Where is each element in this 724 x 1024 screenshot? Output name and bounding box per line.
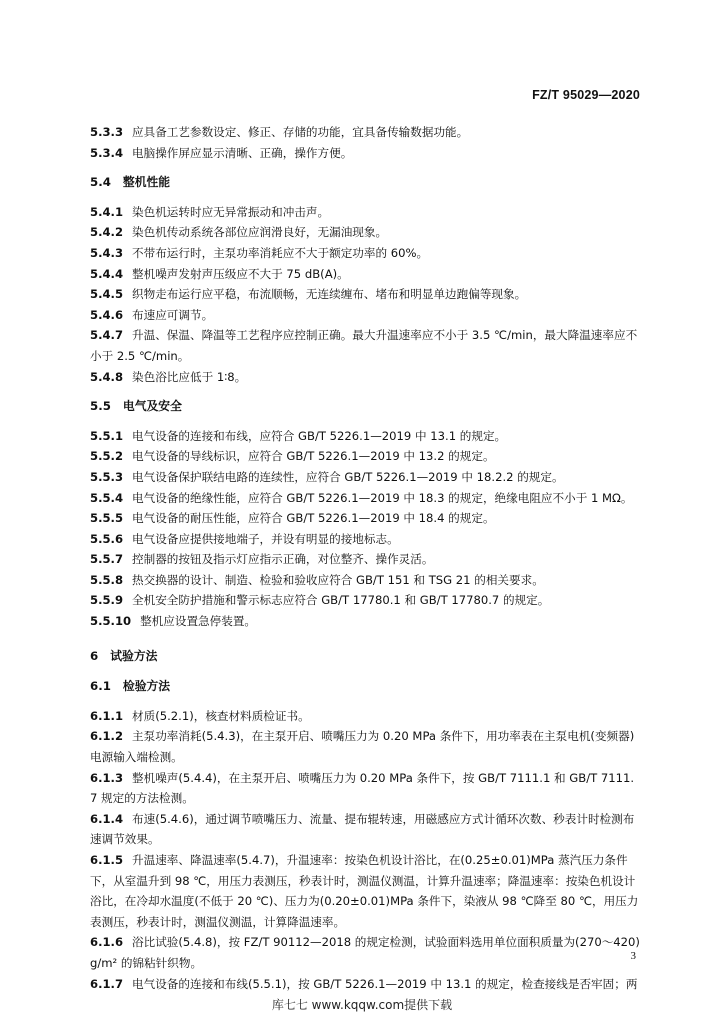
clause-number: 5.4.8	[90, 369, 124, 384]
clause-number: 5.4.1	[90, 204, 124, 219]
clause-text: 布速应可调节。	[132, 307, 214, 322]
clause-paragraph	[90, 590, 640, 611]
clause-number: 5.3.3	[90, 125, 124, 139]
section-heading	[90, 396, 640, 417]
clause-paragraph	[90, 570, 640, 591]
clause-number: 5.5.1	[90, 428, 124, 443]
clause-paragraph	[90, 367, 640, 388]
clause-text: 热交换器的设计、制造、检验和验收应符合 GB/T 151 和 TSG 21 的相关要求。	[132, 572, 544, 587]
clause-text: 电气设备的连接和布线，应符合 GB/T 5226.1—2019 中 13.1 的规定。	[132, 428, 507, 443]
clause-number: 5.5.4	[90, 490, 124, 505]
clause-number: 6.1.3	[90, 770, 124, 785]
clause-number: 5.5.7	[90, 552, 124, 567]
clause-text: 布速(5.4.6)，通过调节喷嘴压力、流量、提布辊转速，用磁感应方式计循环次数、秒表计时检测布速调节效果。	[90, 811, 635, 847]
clause-number: 5.5.9	[90, 593, 124, 608]
clause-text: 检验方法	[122, 679, 171, 694]
clause-text: 染色浴比应低于 1∶8。	[132, 369, 247, 384]
clause-number: 6.1.1	[90, 708, 124, 723]
clause-number: 5.3.4	[90, 145, 124, 160]
clause-number: 5.5.8	[90, 572, 124, 587]
clause-paragraph	[90, 488, 640, 509]
clause-text: 整机噪声发射声压级应不大于 75 dB(A)。	[132, 266, 349, 281]
clause-number: 5.5.5	[90, 511, 124, 526]
clause-text: 全机安全防护措施和警示标志应符合 GB/T 17780.1 和 GB/T 17780.7 的规定。	[132, 593, 550, 608]
clause-number: 5.5.6	[90, 531, 124, 546]
clause-paragraph	[90, 611, 640, 632]
clause-paragraph	[90, 446, 640, 467]
clause-paragraph	[90, 508, 640, 529]
section-heading	[90, 676, 640, 697]
clause-text: 电气设备的导线标识，应符合 GB/T 5226.1—2019 中 13.2 的规定。	[132, 449, 495, 464]
chapter-heading	[90, 646, 640, 667]
clause-text: 不带布运行时，主泵功率消耗应不大于额定功率的 60%。	[132, 245, 429, 260]
clause-text: 试验方法	[110, 648, 158, 663]
clause-paragraph	[90, 305, 640, 326]
clause-number: 6.1.7	[90, 976, 124, 991]
clause-text: 应具备工艺参数设定、修正、存储的功能，宜具备传输数据功能。	[132, 125, 469, 139]
clause-paragraph	[90, 932, 640, 973]
clause-paragraph	[90, 202, 640, 223]
clause-number: 6	[90, 648, 99, 663]
clause-number: 5.4.4	[90, 266, 124, 281]
clause-number: 6.1.4	[90, 811, 124, 826]
download-footer: 库七七 www.kqqw.com提供下载	[271, 998, 453, 1012]
clause-text: 材质(5.2.1)，核查材料质检证书。	[132, 708, 310, 723]
clause-paragraph	[90, 122, 640, 143]
clause-text: 织物走布运行应平稳，布流顺畅，无连续缠布、堵布和明显单边跑偏等现象。	[132, 287, 527, 302]
clause-number: 5.5.10	[90, 614, 132, 629]
clause-text: 主泵功率消耗(5.4.3)，在主泵开启、喷嘴压力为 0.20 MPa 条件下，用功率表在主泵电机(变频器)电源输入端检测。	[90, 729, 635, 765]
clause-paragraph	[90, 222, 640, 243]
clause-number: 6.1.2	[90, 729, 124, 744]
clause-number: 5.5.2	[90, 449, 124, 464]
clause-text: 浴比试验(5.4.8)，按 FZ/T 90112—2018 的规定检测，试验面料选用单位面积质量为(270～420)g/m² 的锦粘针织物。	[90, 935, 640, 970]
clause-number: 5.5	[90, 399, 111, 414]
clause-number: 6.1.6	[90, 935, 124, 950]
clause-number: 5.4	[90, 175, 111, 190]
clause-paragraph	[90, 850, 640, 932]
clause-paragraph	[90, 809, 640, 850]
clause-paragraph	[90, 264, 640, 285]
clause-paragraph	[90, 325, 640, 366]
clause-paragraph	[90, 467, 640, 488]
clause-paragraph	[90, 426, 640, 447]
clause-text: 电气设备的绝缘性能，应符合 GB/T 5226.1—2019 中 18.3 的规定，绝缘电阻应不小于 1 MΩ。	[132, 490, 633, 505]
clause-paragraph	[90, 726, 640, 767]
document-body	[90, 122, 640, 994]
clause-text: 电气设备的连接和布线(5.5.1)，按 GB/T 5226.1—2019 中 13.1 的规定，检查接线是否牢固；两	[132, 976, 638, 991]
clause-paragraph	[90, 529, 640, 550]
clause-number: 5.4.2	[90, 225, 124, 240]
clause-text: 电脑操作屏应显示清晰、正确，操作方便。	[132, 145, 353, 160]
clause-paragraph	[90, 284, 640, 305]
clause-text: 升温速率、降温速率(5.4.7)，升温速率：按染色机设计浴比，在(0.25±0.01)MPa 蒸汽压力条件下，从室温升到 98 ℃，用压力表测压，秒表计时，测温仪测温，计算升温速率；降温速率：按染色机设计浴比，在冷却水温度(不低于 20 ℃)、压力为(0.20±0.01)MPa 条件下，染液从 98 ℃降至 80 ℃，用压力表测压，秒表计时，测温仪测温，计算降温速率。	[90, 853, 639, 929]
clause-text: 升温、保温、降温等工艺程序应控制正确。最大升温速率应不小于 3.5 ℃/min，最大降温速率应不小于 2.5 ℃/min。	[90, 328, 638, 363]
document-code: FZ/T 95029—2020	[532, 88, 640, 102]
clause-paragraph	[90, 549, 640, 570]
clause-number: 5.4.5	[90, 287, 124, 302]
clause-number: 6.1	[90, 679, 111, 694]
clause-number: 5.4.3	[90, 245, 124, 260]
clause-number: 5.4.7	[90, 328, 124, 343]
clause-text: 电气设备的耐压性能，应符合 GB/T 5226.1—2019 中 18.4 的规定。	[132, 511, 495, 526]
clause-text: 电气设备保护联结电路的连续性，应符合 GB/T 5226.1—2019 中 18.2.2 的规定。	[132, 469, 564, 484]
clause-paragraph	[90, 243, 640, 264]
clause-paragraph	[90, 768, 640, 809]
clause-text: 电气设备应提供接地端子，并设有明显的接地标志。	[132, 531, 399, 546]
page-number: 3	[630, 950, 636, 962]
clause-number: 5.4.6	[90, 307, 124, 322]
clause-paragraph	[90, 706, 640, 727]
clause-text: 控制器的按钮及指示灯应指示正确，对位整齐、操作灵活。	[132, 552, 434, 567]
clause-paragraph	[90, 143, 640, 164]
section-heading	[90, 172, 640, 193]
clause-text: 整机性能	[122, 175, 171, 190]
clause-text: 电气及安全	[122, 399, 182, 414]
clause-text: 染色机传动系统各部位应润滑良好，无漏油现象。	[132, 225, 388, 240]
clause-number: 5.5.3	[90, 469, 124, 484]
clause-text: 整机应设置急停装置。	[140, 614, 257, 629]
clause-text: 染色机运转时应无异常振动和冲击声。	[132, 204, 330, 219]
clause-paragraph	[90, 974, 640, 995]
clause-text: 整机噪声(5.4.4)，在主泵开启、喷嘴压力为 0.20 MPa 条件下，按 GB/T 7111.1 和 GB/T 7111.7 规定的方法检测。	[90, 770, 635, 806]
clause-number: 6.1.5	[90, 853, 124, 867]
